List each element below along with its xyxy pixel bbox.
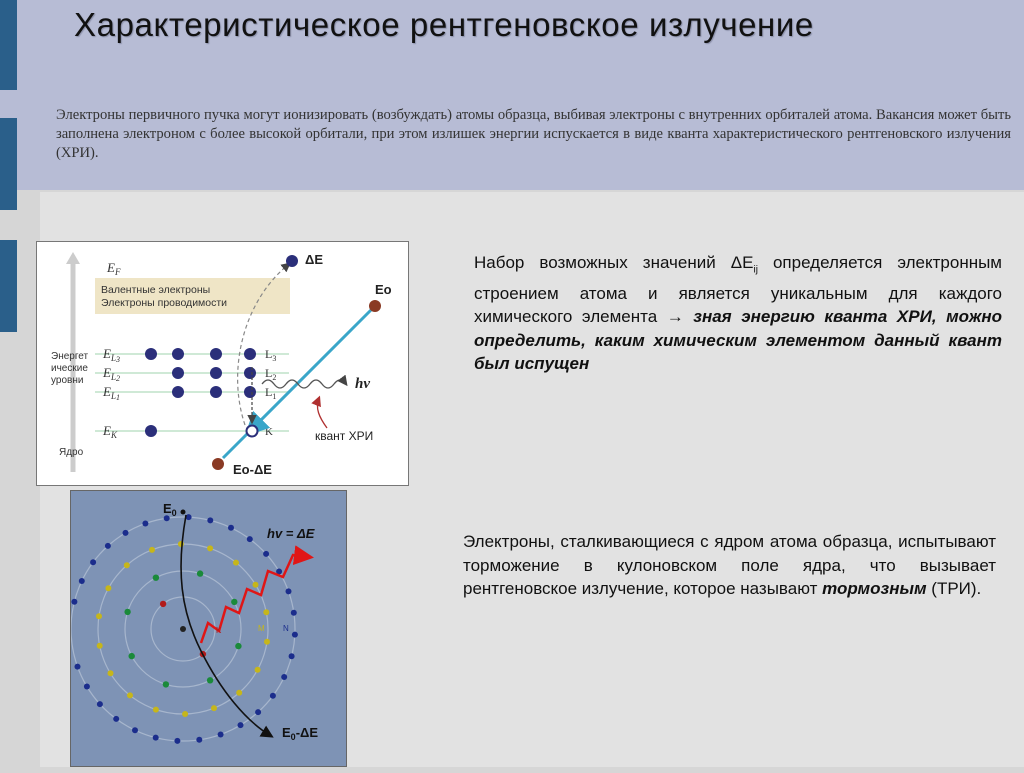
shell-electron xyxy=(149,547,155,553)
ef-label: $E_F$ xyxy=(107,260,121,277)
axis-label-nucleus: Ядро xyxy=(59,447,84,458)
shell-electron xyxy=(84,684,90,690)
delta-e-label: ΔE xyxy=(305,252,324,267)
band-label: Валентные электроны xyxy=(101,284,211,296)
nucleus xyxy=(180,626,186,632)
shell-electron xyxy=(207,677,213,683)
shell-electron xyxy=(235,643,241,649)
level-label-el2: $E_L2$ xyxy=(103,365,120,383)
shell-electron xyxy=(196,737,202,743)
shell-electron xyxy=(132,727,138,733)
shell-electron xyxy=(163,681,169,687)
e0-label: $E_0$ xyxy=(163,501,177,518)
side-tab xyxy=(0,118,17,210)
shell-electron xyxy=(153,575,159,581)
intro-paragraph: Электроны первичного пучка могут ионизировать (возбуждать) атомы образца, выбивая электроны с внутренних орбиталей атома. Вакансия может быть заполнена электроном с более высокой орбитали, при этом излишек энергии испускается в виде кванта характеристического рентгеновского излучения (ХРИ). xyxy=(56,107,1011,161)
shell-electron xyxy=(292,632,298,638)
out-label: $E_0-\Delta E$ xyxy=(282,725,319,742)
page-title: Характеристическое рентгеновское излучение xyxy=(74,6,814,43)
shell-electron xyxy=(247,536,253,542)
shell-electron xyxy=(218,732,224,738)
shell-electron xyxy=(270,693,276,699)
shell-electron xyxy=(113,716,119,722)
shell-electron xyxy=(238,722,244,728)
shell-electron xyxy=(236,690,242,696)
shell-electron xyxy=(197,570,203,576)
shell-electron xyxy=(174,738,180,744)
shell-electron xyxy=(182,711,188,717)
shell-label-m: M xyxy=(258,624,265,633)
shell-electron xyxy=(281,674,287,680)
outgoing-electron xyxy=(212,458,224,470)
atom-diagram xyxy=(70,490,347,767)
shell-electron xyxy=(71,599,77,605)
shell-label-n: N xyxy=(283,624,289,633)
shell-electron xyxy=(253,582,259,588)
shell-electron xyxy=(233,560,239,566)
shell-electron xyxy=(207,545,213,551)
shell-electron xyxy=(186,514,192,520)
paragraph-xri: Набор возможных значений $\Delta E_{ij}$ определяется электронным строением атома и является уникальным для каждого химического элемента → зная энергию кванта ХРИ, можно определить, каким химическим элементом данный квант был испущен xyxy=(474,253,1002,374)
ejected-electron xyxy=(286,255,298,267)
incoming-electron xyxy=(369,300,381,312)
e0-label: Eo xyxy=(375,282,392,297)
shell-electron xyxy=(153,735,159,741)
shell-electron xyxy=(153,707,159,713)
quantum-label: квант ХРИ xyxy=(315,429,374,443)
orbital-label-l3: $L_3$ xyxy=(265,347,277,363)
shell-electron xyxy=(286,588,292,594)
side-tab xyxy=(0,240,17,332)
shell-electron xyxy=(124,562,130,568)
side-tab xyxy=(0,0,17,90)
orbital-label-l2: $L_2$ xyxy=(265,366,277,382)
shell-electron xyxy=(264,639,270,645)
shell-electron xyxy=(255,667,261,673)
shell-electron xyxy=(96,613,102,619)
shell-electron xyxy=(263,551,269,557)
e0-minus-delta-label: Eo-ΔE xyxy=(233,462,272,477)
shell-electron xyxy=(97,701,103,707)
level-label-el1: $E_L1$ xyxy=(103,384,120,402)
shell-electron xyxy=(124,609,130,615)
shell-electron xyxy=(211,705,217,711)
shell-electron xyxy=(164,515,170,521)
shell-electron xyxy=(231,599,237,605)
orbital-label-l1: $L_1$ xyxy=(265,385,277,401)
vacancy xyxy=(247,426,258,437)
shell-electron xyxy=(97,643,103,649)
shell-electron xyxy=(127,692,133,698)
shell-electron xyxy=(123,530,129,536)
shell-electron xyxy=(263,609,269,615)
shell-electron xyxy=(228,525,234,531)
shell-electron xyxy=(105,585,111,591)
axis-label-energy: уровни xyxy=(51,375,84,386)
axis-label-energy: Энергет xyxy=(51,351,89,362)
shell-electron xyxy=(207,517,213,523)
level-label-el3: $E_L3$ xyxy=(103,346,120,364)
shell-electron xyxy=(75,664,81,670)
shell-electron xyxy=(79,578,85,584)
shell-electron xyxy=(291,610,297,616)
level-label-ek: $E_K$ xyxy=(103,423,117,440)
shell-electron xyxy=(108,670,114,676)
axis-label-energy: ические xyxy=(51,363,88,374)
shell-electron xyxy=(129,653,135,659)
orbital-label-k: K xyxy=(265,426,273,438)
band-label: Электроны проводимости xyxy=(101,297,228,309)
hv-eq-label: hv = ΔE xyxy=(267,526,315,541)
shell-label-k: K xyxy=(216,626,222,635)
hv-label: hv xyxy=(355,376,370,392)
shell-electron xyxy=(105,543,111,549)
paragraph-bremsstrahlung: Электроны, сталкивающиеся с ядром атома образца, испытывают торможение в кулоновском поле ядра, что вызывает рентгеновское излучение, которое называют тормозным (ТРИ). xyxy=(463,532,996,598)
shell-electron xyxy=(90,559,96,565)
shell-electron xyxy=(160,601,166,607)
shell-electron xyxy=(289,653,295,659)
shell-electron xyxy=(255,709,261,715)
shell-electron xyxy=(142,521,148,527)
energy-level-diagram xyxy=(36,241,409,486)
